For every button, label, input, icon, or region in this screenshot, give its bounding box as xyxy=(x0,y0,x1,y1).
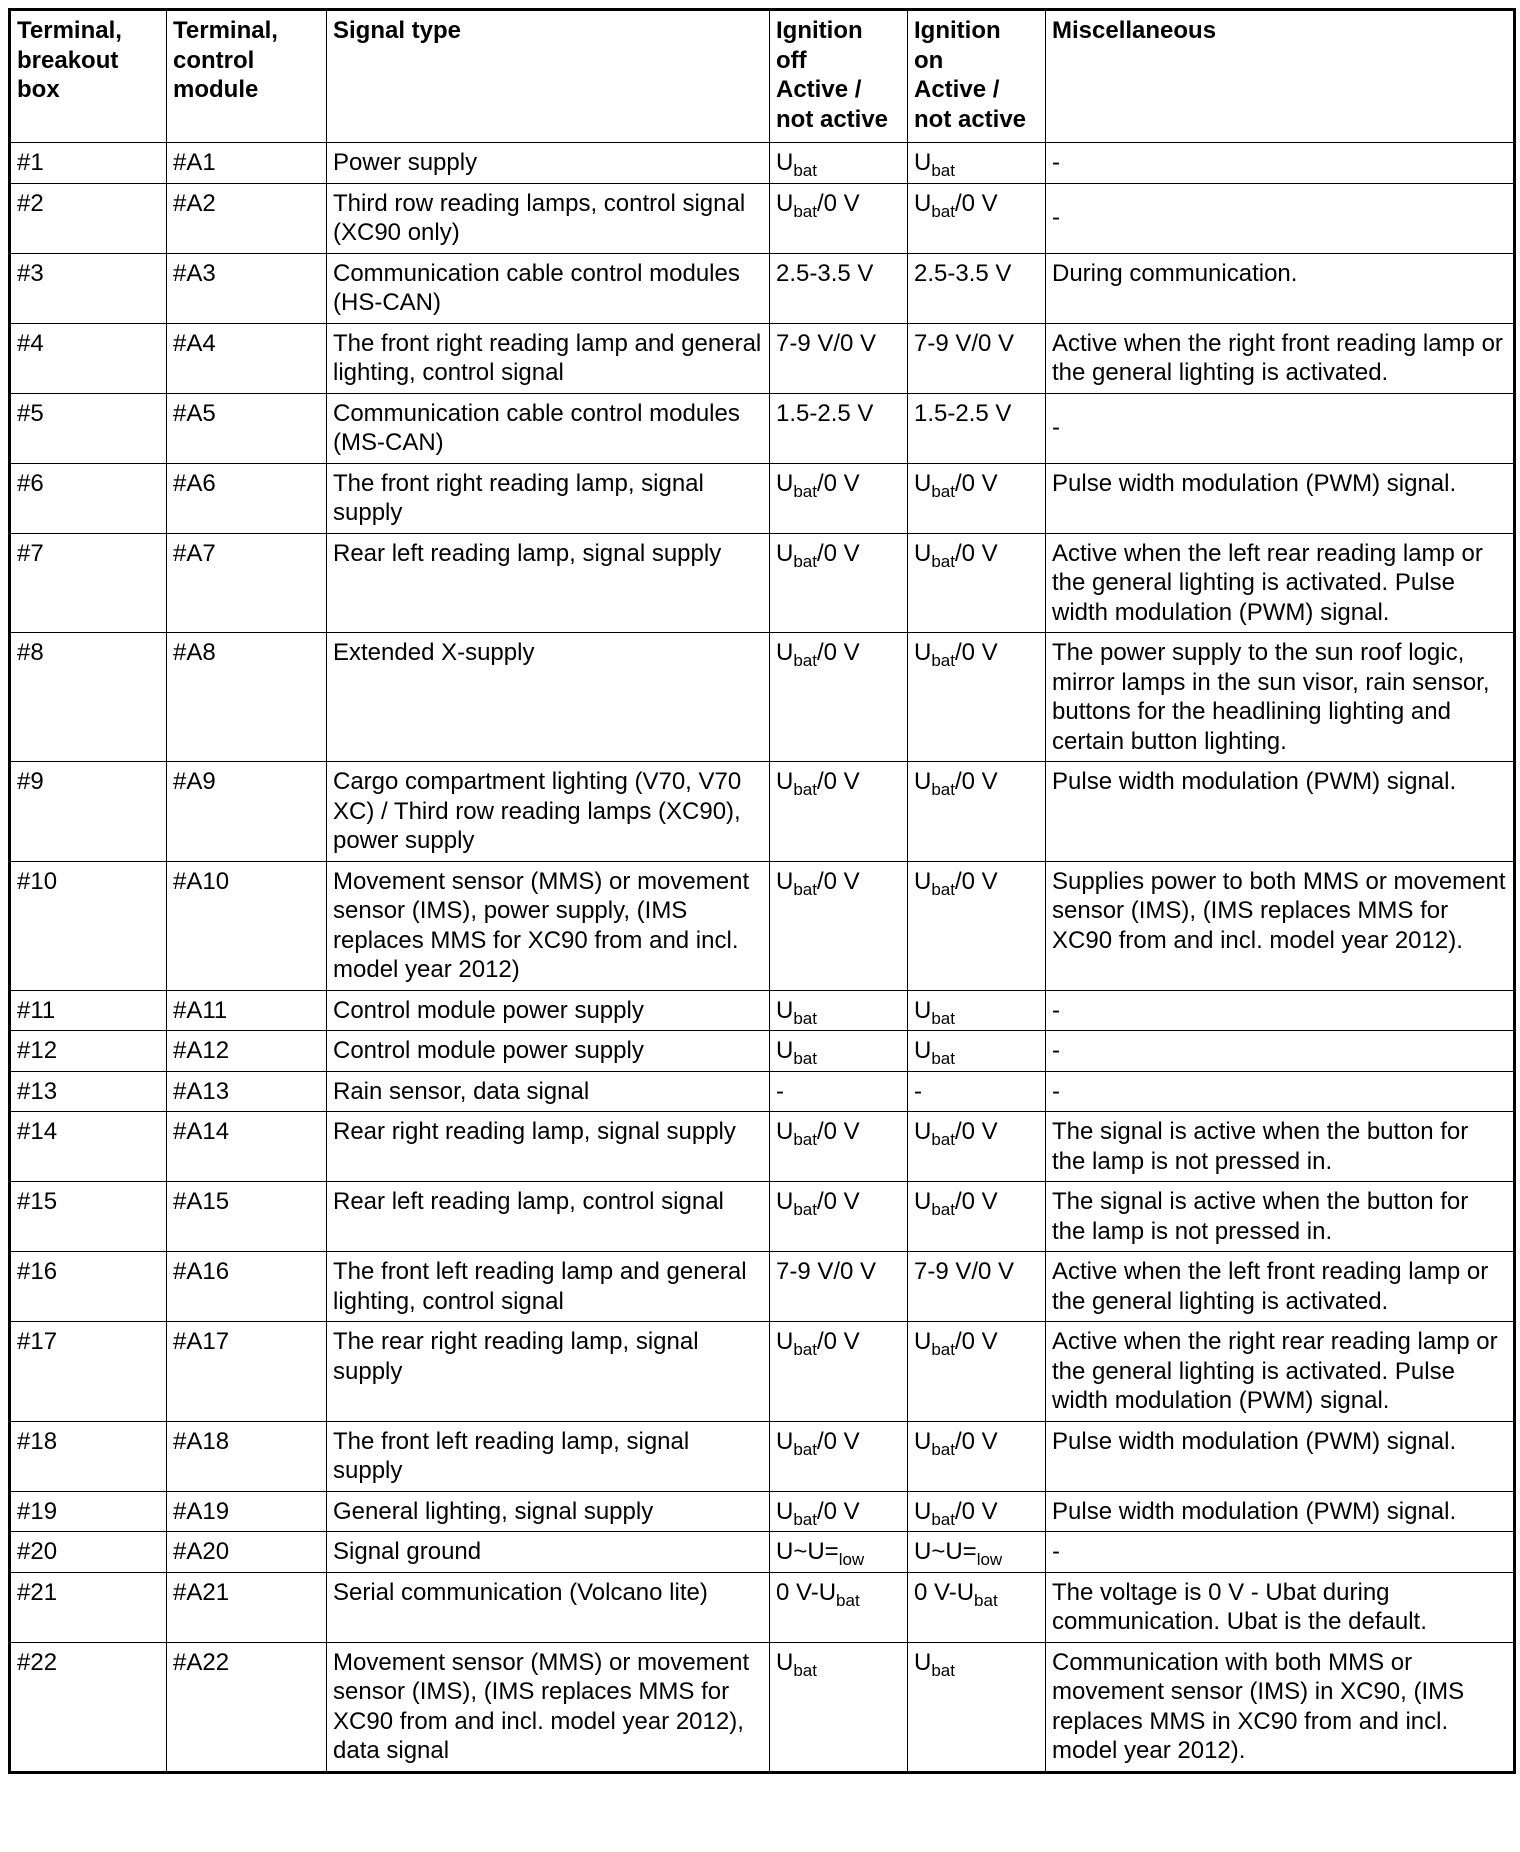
table-row xyxy=(10,1421,1515,1491)
cell-ignition-on-subscript: bat xyxy=(931,1509,955,1529)
cell-terminal-breakout-box: #22 xyxy=(10,1642,167,1772)
cell-ignition-on-value: 2.5-3.5 V xyxy=(914,259,1012,287)
cell-ignition-on xyxy=(908,1031,1046,1072)
cell-terminal-control-module: #A21 xyxy=(167,1572,327,1642)
cell-signal-type: Rear right reading lamp, signal supply xyxy=(327,1112,770,1182)
cell-ignition-off-value: U xyxy=(776,539,794,567)
cell-ignition-on-subscript: bat xyxy=(931,1200,955,1219)
cell-ignition-off-value: U xyxy=(776,639,794,666)
cell-ignition-off-value: U xyxy=(776,1427,794,1455)
cell-miscellaneous: - xyxy=(1046,990,1515,1031)
table-row xyxy=(10,1572,1515,1642)
cell-terminal-breakout-box: #6 xyxy=(10,463,167,533)
cell-terminal-control-module: #A2 xyxy=(167,183,327,253)
cell-signal-type: Power supply xyxy=(327,143,770,184)
cell-signal-type: Signal ground xyxy=(327,1532,770,1573)
cell-terminal-control-module: #A9 xyxy=(167,762,327,862)
cell-ignition-on-suffix: /0 V xyxy=(954,867,998,895)
cell-ignition-off-suffix: /0 V xyxy=(816,539,860,567)
cell-terminal-breakout-box: #5 xyxy=(10,393,167,463)
cell-ignition-off xyxy=(770,1572,908,1642)
cell-ignition-off-suffix: /0 V xyxy=(816,1118,860,1145)
cell-ignition-on xyxy=(908,183,1046,253)
table-row xyxy=(10,1252,1515,1322)
cell-signal-type: Serial communication (Volcano lite) xyxy=(327,1572,770,1642)
cell-miscellaneous: - xyxy=(1046,183,1515,253)
cell-ignition-off-suffix: /0 V xyxy=(816,639,860,666)
cell-terminal-control-module: #A4 xyxy=(167,323,327,393)
cell-ignition-on-value: - xyxy=(914,1077,922,1105)
cell-ignition-on-subscript: bat xyxy=(931,879,955,899)
header-ignition-off: Ignition off Active / not active xyxy=(770,10,908,143)
cell-ignition-off xyxy=(770,323,908,393)
cell-ignition-on-subscript: bat xyxy=(931,780,955,799)
cell-ignition-on xyxy=(908,762,1046,862)
cell-miscellaneous: Active when the left front reading lamp or the general lighting is activated. xyxy=(1046,1252,1515,1322)
cell-miscellaneous: Communication with both MMS or movement sensor (IMS) in XC90, (IMS replaces MMS in XC90 from and incl. model year 2012). xyxy=(1046,1642,1515,1772)
cell-terminal-control-module: #A22 xyxy=(167,1642,327,1772)
cell-ignition-off-suffix: /0 V xyxy=(816,1188,860,1215)
cell-ignition-on xyxy=(908,1572,1046,1642)
cell-ignition-off-subscript: bat xyxy=(793,1509,817,1529)
table-row xyxy=(10,1532,1515,1573)
cell-terminal-breakout-box: #21 xyxy=(10,1572,167,1642)
cell-ignition-on xyxy=(908,1421,1046,1491)
cell-terminal-control-module: #A18 xyxy=(167,1421,327,1491)
table-row xyxy=(10,1491,1515,1532)
cell-terminal-breakout-box: #7 xyxy=(10,533,167,633)
cell-ignition-off xyxy=(770,1322,908,1422)
cell-ignition-on-value: 1.5-2.5 V xyxy=(914,399,1012,427)
cell-ignition-on-suffix: /0 V xyxy=(954,768,998,795)
cell-ignition-on-suffix: /0 V xyxy=(954,1188,998,1215)
cell-ignition-off-subscript: bat xyxy=(793,161,817,180)
cell-ignition-off xyxy=(770,1491,908,1532)
cell-ignition-off-value: 1.5-2.5 V xyxy=(776,399,874,427)
cell-ignition-off-subscript: bat xyxy=(793,1340,817,1359)
cell-ignition-on-subscript: bat xyxy=(931,1008,955,1028)
cell-miscellaneous: The power supply to the sun roof logic, mirror lamps in the sun visor, rain sensor, buttons for the headlining lighting and certain button lighting. xyxy=(1046,633,1515,762)
cell-ignition-off xyxy=(770,1031,908,1072)
cell-ignition-on-value: U xyxy=(914,1328,932,1355)
cell-terminal-breakout-box: #11 xyxy=(10,990,167,1031)
cell-ignition-off xyxy=(770,1071,908,1112)
header-terminal-control-module: Terminal, control module xyxy=(167,10,327,143)
cell-ignition-on-value: U~U= xyxy=(914,1538,977,1565)
cell-ignition-on xyxy=(908,1112,1046,1182)
cell-ignition-off xyxy=(770,1421,908,1491)
cell-signal-type: Movement sensor (MMS) or movement sensor (IMS), power supply, (IMS replaces MMS for XC90 from and incl. model year 2012) xyxy=(327,861,770,990)
cell-ignition-on-subscript: bat xyxy=(931,1049,955,1068)
cell-terminal-control-module: #A6 xyxy=(167,463,327,533)
cell-ignition-off-subscript: bat xyxy=(793,551,817,571)
cell-miscellaneous: - xyxy=(1046,393,1515,463)
cell-ignition-on xyxy=(908,393,1046,463)
cell-ignition-off-value: 7-9 V/0 V xyxy=(776,1258,877,1285)
cell-ignition-off-value: U xyxy=(776,1118,794,1145)
cell-terminal-breakout-box: #1 xyxy=(10,143,167,184)
cell-ignition-on xyxy=(908,533,1046,633)
cell-ignition-off-subscript: bat xyxy=(793,201,817,221)
cell-signal-type: Control module power supply xyxy=(327,1031,770,1072)
cell-ignition-on xyxy=(908,1252,1046,1322)
header-signal-type: Signal type xyxy=(327,10,770,143)
cell-ignition-on xyxy=(908,323,1046,393)
cell-ignition-off-subscript: bat xyxy=(793,780,817,799)
cell-ignition-on xyxy=(908,861,1046,990)
cell-ignition-on xyxy=(908,1642,1046,1772)
cell-miscellaneous: Pulse width modulation (PWM) signal. xyxy=(1046,762,1515,862)
cell-signal-type: Rear left reading lamp, control signal xyxy=(327,1182,770,1252)
cell-signal-type: Rain sensor, data signal xyxy=(327,1071,770,1112)
cell-miscellaneous: - xyxy=(1046,1071,1515,1112)
cell-ignition-off xyxy=(770,533,908,633)
cell-ignition-on xyxy=(908,1532,1046,1573)
cell-signal-type: The front right reading lamp and general lighting, control signal xyxy=(327,323,770,393)
cell-ignition-off-value: U xyxy=(776,1188,794,1215)
cell-ignition-off-subscript: low xyxy=(838,1550,865,1569)
cell-ignition-on xyxy=(908,1071,1046,1112)
cell-ignition-on-suffix: /0 V xyxy=(954,639,998,666)
cell-ignition-off-value: U xyxy=(776,1328,794,1355)
cell-ignition-off-suffix: /0 V xyxy=(816,1328,860,1355)
cell-ignition-off xyxy=(770,253,908,323)
cell-ignition-off-value: U xyxy=(776,1037,794,1064)
cell-ignition-on-value: U xyxy=(914,1648,932,1676)
cell-terminal-breakout-box: #20 xyxy=(10,1532,167,1573)
cell-terminal-breakout-box: #2 xyxy=(10,183,167,253)
cell-terminal-breakout-box: #13 xyxy=(10,1071,167,1112)
cell-miscellaneous: Active when the right front reading lamp or the general lighting is activated. xyxy=(1046,323,1515,393)
cell-ignition-off-subscript: bat xyxy=(793,1439,817,1459)
cell-miscellaneous: - xyxy=(1046,1532,1515,1573)
cell-ignition-off xyxy=(770,143,908,184)
cell-miscellaneous: The voltage is 0 V - Ubat during communication. Ubat is the default. xyxy=(1046,1572,1515,1642)
cell-ignition-on-value: U xyxy=(914,539,932,567)
cell-ignition-on-value: U xyxy=(914,149,932,176)
cell-ignition-on xyxy=(908,990,1046,1031)
table-row xyxy=(10,323,1515,393)
cell-ignition-on xyxy=(908,1322,1046,1422)
cell-terminal-breakout-box: #14 xyxy=(10,1112,167,1182)
cell-ignition-on-subscript: bat xyxy=(931,551,955,571)
cell-signal-type: The rear right reading lamp, signal supply xyxy=(327,1322,770,1422)
cell-terminal-breakout-box: #17 xyxy=(10,1322,167,1422)
cell-terminal-control-module: #A8 xyxy=(167,633,327,762)
table-row xyxy=(10,393,1515,463)
cell-ignition-on-suffix: /0 V xyxy=(954,1328,998,1355)
cell-terminal-control-module: #A10 xyxy=(167,861,327,990)
cell-ignition-on-suffix: /0 V xyxy=(954,189,998,217)
cell-terminal-control-module: #A1 xyxy=(167,143,327,184)
cell-signal-type: The front left reading lamp and general lighting, control signal xyxy=(327,1252,770,1322)
cell-ignition-off-value: U~U= xyxy=(776,1538,839,1565)
cell-signal-type: Communication cable control modules (HS-CAN) xyxy=(327,253,770,323)
cell-ignition-on xyxy=(908,463,1046,533)
cell-ignition-on-suffix: /0 V xyxy=(954,1427,998,1455)
cell-ignition-off-subscript: bat xyxy=(793,1049,817,1068)
cell-ignition-on-value: U xyxy=(914,189,932,217)
table-body xyxy=(10,143,1515,1773)
cell-ignition-on-value: U xyxy=(914,1037,932,1064)
cell-ignition-off-suffix: /0 V xyxy=(816,1427,860,1455)
cell-miscellaneous: The signal is active when the button for the lamp is not pressed in. xyxy=(1046,1112,1515,1182)
cell-ignition-off-value: U xyxy=(776,189,794,217)
cell-terminal-control-module: #A11 xyxy=(167,990,327,1031)
cell-signal-type: General lighting, signal supply xyxy=(327,1491,770,1532)
table-row xyxy=(10,253,1515,323)
cell-ignition-off-value: U xyxy=(776,1497,794,1525)
cell-ignition-off-suffix: /0 V xyxy=(816,189,860,217)
cell-ignition-on-value: 7-9 V/0 V xyxy=(914,329,1015,357)
cell-ignition-off xyxy=(770,393,908,463)
table-row xyxy=(10,762,1515,862)
cell-ignition-on-value: U xyxy=(914,1118,932,1145)
table-row xyxy=(10,990,1515,1031)
cell-ignition-on-suffix: /0 V xyxy=(954,1497,998,1525)
cell-terminal-control-module: #A14 xyxy=(167,1112,327,1182)
cell-ignition-on-suffix: /0 V xyxy=(954,539,998,567)
cell-ignition-off-subscript: bat xyxy=(793,651,817,670)
cell-terminal-control-module: #A5 xyxy=(167,393,327,463)
cell-ignition-on-subscript: low xyxy=(976,1550,1003,1569)
cell-ignition-on-value: 7-9 V/0 V xyxy=(914,1258,1015,1285)
table-row xyxy=(10,463,1515,533)
table-row xyxy=(10,633,1515,762)
cell-ignition-off-subscript: bat xyxy=(793,1008,817,1028)
cell-ignition-off xyxy=(770,762,908,862)
cell-ignition-on-subscript: bat xyxy=(931,201,955,221)
cell-ignition-on-value: U xyxy=(914,867,932,895)
cell-ignition-off-subscript: bat xyxy=(793,1130,817,1149)
cell-ignition-off-value: 7-9 V/0 V xyxy=(776,329,877,357)
cell-ignition-off xyxy=(770,1182,908,1252)
cell-terminal-breakout-box: #16 xyxy=(10,1252,167,1322)
cell-ignition-off-value: U xyxy=(776,867,794,895)
table-row xyxy=(10,861,1515,990)
cell-ignition-on-value: U xyxy=(914,469,932,497)
table-row xyxy=(10,1322,1515,1422)
cell-ignition-off xyxy=(770,1532,908,1573)
table-header-row xyxy=(10,10,1515,143)
cell-signal-type: Third row reading lamps, control signal (XC90 only) xyxy=(327,183,770,253)
cell-ignition-on-value: U xyxy=(914,639,932,666)
cell-ignition-off-suffix: /0 V xyxy=(816,469,860,497)
cell-signal-type: Control module power supply xyxy=(327,990,770,1031)
cell-signal-type: The front right reading lamp, signal supply xyxy=(327,463,770,533)
cell-ignition-off-suffix: /0 V xyxy=(816,867,860,895)
cell-terminal-breakout-box: #8 xyxy=(10,633,167,762)
cell-miscellaneous: Pulse width modulation (PWM) signal. xyxy=(1046,463,1515,533)
cell-ignition-off-suffix: /0 V xyxy=(816,1497,860,1525)
cell-miscellaneous: Supplies power to both MMS or movement sensor (IMS), (IMS replaces MMS for XC90 from and incl. model year 2012). xyxy=(1046,861,1515,990)
cell-ignition-on-value: U xyxy=(914,768,932,795)
cell-miscellaneous: - xyxy=(1046,143,1515,184)
cell-miscellaneous: Pulse width modulation (PWM) signal. xyxy=(1046,1421,1515,1491)
cell-ignition-off-value: U xyxy=(776,768,794,795)
cell-terminal-control-module: #A16 xyxy=(167,1252,327,1322)
terminal-table-container xyxy=(8,8,1516,1774)
table-row xyxy=(10,1031,1515,1072)
header-ignition-on: Ignition on Active / not active xyxy=(908,10,1046,143)
cell-miscellaneous: The signal is active when the button for the lamp is not pressed in. xyxy=(1046,1182,1515,1252)
cell-signal-type: Communication cable control modules (MS-CAN) xyxy=(327,393,770,463)
cell-miscellaneous: - xyxy=(1046,1031,1515,1072)
table-row xyxy=(10,1182,1515,1252)
terminal-table xyxy=(8,8,1516,1774)
cell-ignition-off-value: 0 V-U xyxy=(776,1578,837,1606)
cell-terminal-breakout-box: #3 xyxy=(10,253,167,323)
header-terminal-breakout-box: Terminal, breakout box xyxy=(10,10,167,143)
cell-ignition-off xyxy=(770,1642,908,1772)
table-row xyxy=(10,1112,1515,1182)
cell-ignition-on-value: 0 V-U xyxy=(914,1578,975,1606)
cell-terminal-control-module: #A7 xyxy=(167,533,327,633)
cell-terminal-control-module: #A15 xyxy=(167,1182,327,1252)
cell-terminal-control-module: #A13 xyxy=(167,1071,327,1112)
cell-terminal-control-module: #A17 xyxy=(167,1322,327,1422)
cell-terminal-control-module: #A3 xyxy=(167,253,327,323)
cell-ignition-off xyxy=(770,861,908,990)
cell-ignition-on xyxy=(908,143,1046,184)
cell-ignition-on xyxy=(908,1182,1046,1252)
cell-ignition-off-subscript: bat xyxy=(793,879,817,899)
cell-ignition-on-suffix: /0 V xyxy=(954,1118,998,1145)
cell-miscellaneous: Pulse width modulation (PWM) signal. xyxy=(1046,1491,1515,1532)
cell-ignition-off-subscript: bat xyxy=(793,481,817,501)
cell-ignition-on-suffix: /0 V xyxy=(954,469,998,497)
cell-ignition-on xyxy=(908,1491,1046,1532)
cell-miscellaneous: Active when the right rear reading lamp or the general lighting is activated. Pulse width modulation (PWM) signal. xyxy=(1046,1322,1515,1422)
cell-ignition-on-value: U xyxy=(914,996,932,1024)
table-row xyxy=(10,1642,1515,1772)
cell-ignition-off xyxy=(770,463,908,533)
cell-terminal-breakout-box: #9 xyxy=(10,762,167,862)
cell-ignition-off-value: 2.5-3.5 V xyxy=(776,259,874,287)
cell-terminal-breakout-box: #4 xyxy=(10,323,167,393)
cell-terminal-breakout-box: #12 xyxy=(10,1031,167,1072)
cell-ignition-off-subscript: bat xyxy=(793,1200,817,1219)
header-miscellaneous: Miscellaneous xyxy=(1046,10,1515,143)
cell-ignition-off-value: U xyxy=(776,996,794,1024)
table-row xyxy=(10,143,1515,184)
cell-terminal-breakout-box: #10 xyxy=(10,861,167,990)
cell-terminal-control-module: #A20 xyxy=(167,1532,327,1573)
cell-miscellaneous: During communication. xyxy=(1046,253,1515,323)
cell-ignition-off-value: - xyxy=(776,1077,784,1105)
cell-signal-type: Extended X-supply xyxy=(327,633,770,762)
cell-terminal-breakout-box: #15 xyxy=(10,1182,167,1252)
cell-ignition-on-value: U xyxy=(914,1427,932,1455)
cell-ignition-on-subscript: bat xyxy=(931,1130,955,1149)
cell-ignition-off-suffix: /0 V xyxy=(816,768,860,795)
table-row xyxy=(10,183,1515,253)
cell-ignition-on-subscript: bat xyxy=(931,161,955,180)
cell-ignition-on-value: U xyxy=(914,1497,932,1525)
cell-ignition-on-value: U xyxy=(914,1188,932,1215)
cell-signal-type: The front left reading lamp, signal supply xyxy=(327,1421,770,1491)
cell-ignition-on-subscript: bat xyxy=(931,651,955,670)
cell-ignition-on-subscript: bat xyxy=(931,1340,955,1359)
cell-ignition-off xyxy=(770,633,908,762)
cell-ignition-on xyxy=(908,633,1046,762)
cell-ignition-off-subscript: bat xyxy=(836,1590,860,1610)
cell-ignition-off-subscript: bat xyxy=(793,1660,817,1680)
cell-ignition-on-subscript: bat xyxy=(974,1590,998,1610)
cell-terminal-control-module: #A19 xyxy=(167,1491,327,1532)
cell-ignition-off xyxy=(770,990,908,1031)
table-row xyxy=(10,1071,1515,1112)
cell-ignition-off xyxy=(770,1112,908,1182)
cell-ignition-off-value: U xyxy=(776,1648,794,1676)
cell-ignition-off-value: U xyxy=(776,149,794,176)
cell-signal-type: Cargo compartment lighting (V70, V70 XC) / Third row reading lamps (XC90), power supply xyxy=(327,762,770,862)
cell-signal-type: Rear left reading lamp, signal supply xyxy=(327,533,770,633)
cell-ignition-on-subscript: bat xyxy=(931,1439,955,1459)
cell-ignition-off-value: U xyxy=(776,469,794,497)
cell-ignition-off xyxy=(770,1252,908,1322)
cell-ignition-on-subscript: bat xyxy=(931,1660,955,1680)
cell-terminal-breakout-box: #18 xyxy=(10,1421,167,1491)
table-row xyxy=(10,533,1515,633)
cell-ignition-off xyxy=(770,183,908,253)
cell-terminal-breakout-box: #19 xyxy=(10,1491,167,1532)
cell-signal-type: Movement sensor (MMS) or movement sensor (IMS), (IMS replaces MMS for XC90 from and incl. model year 2012), data signal xyxy=(327,1642,770,1772)
cell-miscellaneous: Active when the left rear reading lamp or the general lighting is activated. Pulse width modulation (PWM) signal. xyxy=(1046,533,1515,633)
cell-ignition-on-subscript: bat xyxy=(931,481,955,501)
cell-terminal-control-module: #A12 xyxy=(167,1031,327,1072)
cell-ignition-on xyxy=(908,253,1046,323)
